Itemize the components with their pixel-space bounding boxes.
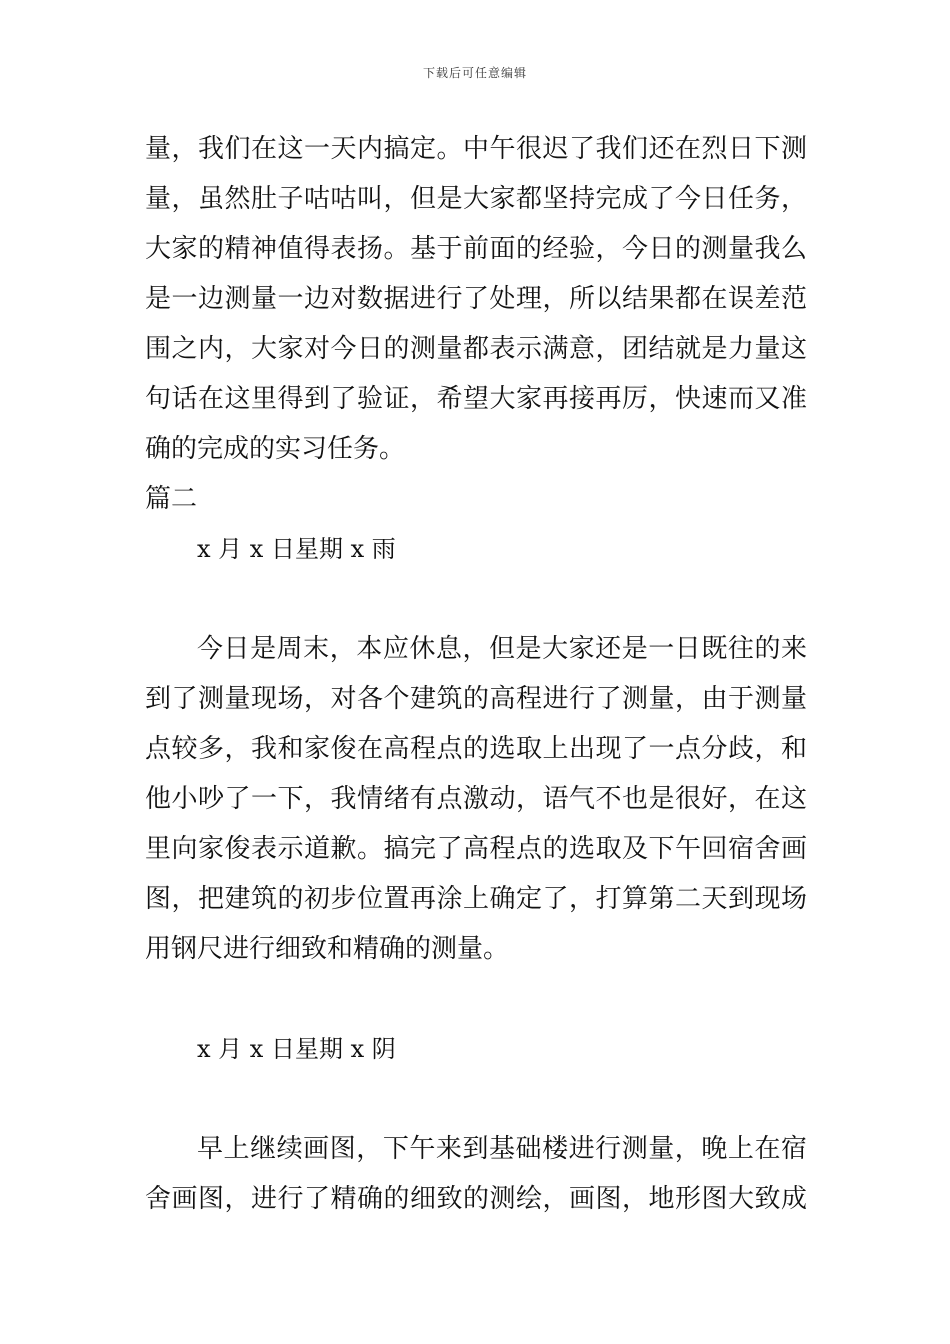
entry-paragraph: [145, 624, 807, 974]
text-line: 量，我们在这一天内搞定。中午很迟了我们还在烈日下测: [145, 134, 807, 164]
text-line: 围之内，大家对今日的测量都表示满意，团结就是力量这: [145, 334, 807, 364]
text-line: 点较多，我和家俊在高程点的选取上出现了一点分歧，和: [145, 734, 807, 764]
text-line: 大家的精神值得表扬。基于前面的经验，今日的测量我么: [145, 234, 807, 264]
text-line: 里向家俊表示道歉。搞完了高程点的选取及下午回宿舍画: [145, 834, 807, 864]
paragraph-continued: [145, 124, 807, 474]
spacer: [145, 574, 807, 624]
text-line: 量，虽然肚子咕咕叫，但是大家都坚持完成了今日任务，: [145, 184, 807, 214]
text-line: 是一边测量一边对数据进行了处理，所以结果都在误差范: [145, 284, 807, 314]
text-line: 今日是周末，本应休息，但是大家还是一日既往的来: [197, 634, 807, 664]
text-line: 用钢尺进行细致和精确的测量。: [145, 934, 510, 964]
text-line: 确的完成的实习任务。: [145, 434, 406, 464]
document-body: [145, 124, 807, 1224]
text-line: 句话在这里得到了验证，希望大家再接再厉，快速而又准: [145, 384, 807, 414]
text-line: 到了测量现场，对各个建筑的高程进行了测量，由于测量: [145, 684, 807, 714]
page-header: 下载后可任意编辑: [422, 66, 527, 80]
spacer: [145, 974, 807, 1024]
entry-date: x 月 x 日星期 x 阴: [197, 1035, 396, 1063]
entry-paragraph: [145, 1124, 807, 1224]
entry-date: x 月 x 日星期 x 雨: [197, 535, 396, 563]
spacer: [145, 1074, 807, 1124]
text-line: 早上继续画图，下午来到基础楼进行测量，晚上在宿: [197, 1134, 807, 1164]
section-title: 篇二: [145, 484, 198, 514]
text-line: 他小吵了一下，我情绪有点激动，语气不也是很好，在这: [145, 784, 807, 814]
text-line: 图，把建筑的初步位置再涂上确定了，打算第二天到现场: [145, 884, 807, 914]
text-line: 舍画图，进行了精确的细致的测绘，画图，地形图大致成: [145, 1184, 807, 1214]
